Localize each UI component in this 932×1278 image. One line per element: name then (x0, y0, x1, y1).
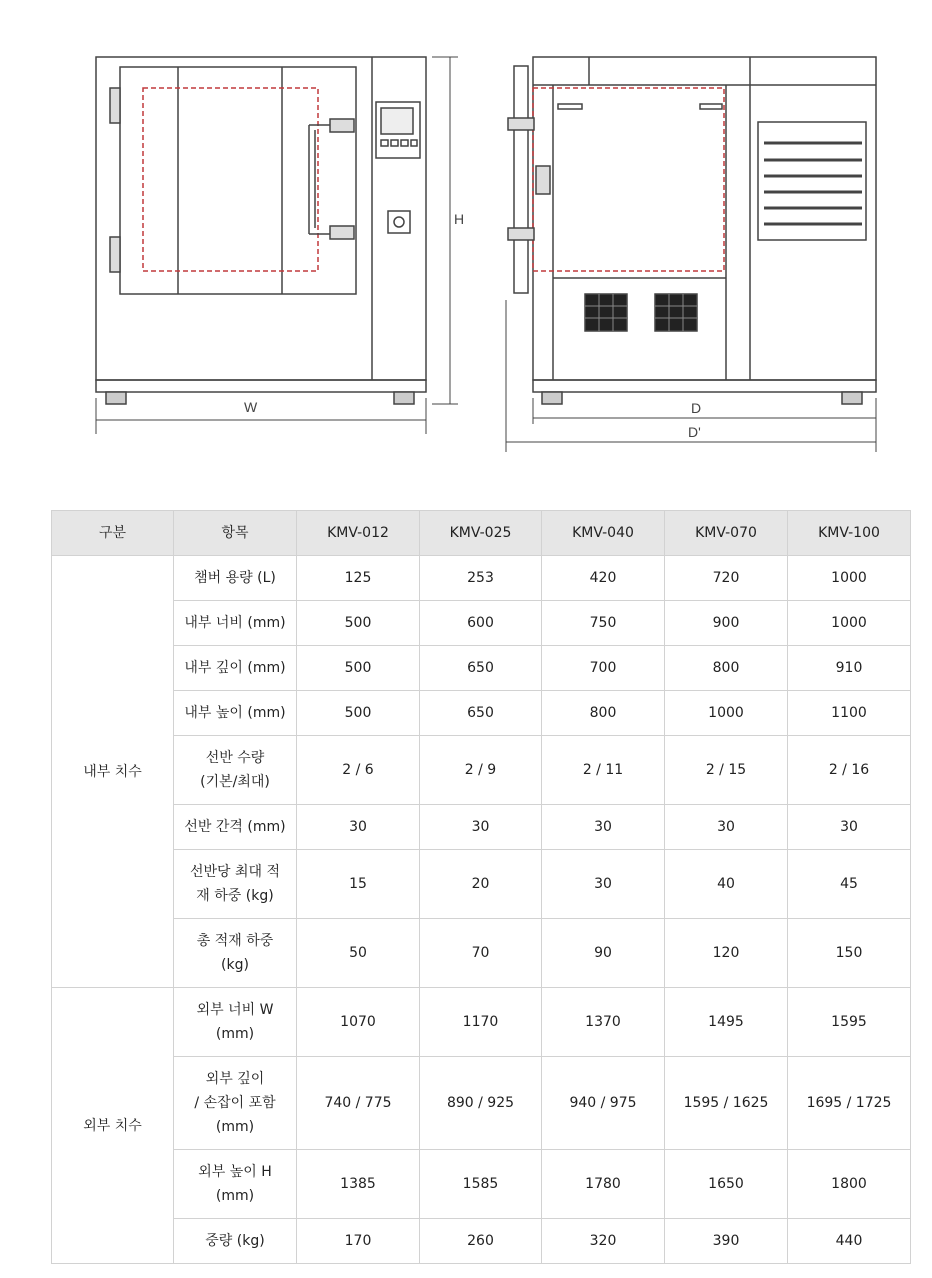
item-label: 총 적재 하중 (kg) (174, 919, 297, 988)
value-cell: 500 (297, 691, 420, 736)
depth-total-label: D' (688, 424, 701, 440)
header-model: KMV-100 (788, 511, 911, 556)
value-cell: 1495 (665, 988, 788, 1057)
table-row (52, 646, 911, 691)
side-view (506, 57, 876, 452)
value-cell: 2 / 6 (297, 736, 420, 805)
value-cell: 15 (297, 850, 420, 919)
item-label: 챔버 용량 (L) (174, 556, 297, 601)
value-cell: 1780 (542, 1150, 665, 1219)
table-row (52, 1057, 911, 1150)
item-label: 선반 수량 (기본/최대) (174, 736, 297, 805)
front-view (96, 57, 458, 434)
value-cell: 320 (542, 1219, 665, 1264)
value-cell: 120 (665, 919, 788, 988)
group-label: 외부 치수 (52, 988, 174, 1264)
value-cell: 1695 / 1725 (788, 1057, 911, 1150)
value-cell: 720 (665, 556, 788, 601)
item-label: 외부 너비 W (mm) (174, 988, 297, 1057)
value-cell: 940 / 975 (542, 1057, 665, 1150)
table-body (52, 556, 911, 1264)
value-cell: 170 (297, 1219, 420, 1264)
value-cell: 1385 (297, 1150, 420, 1219)
header-model: KMV-040 (542, 511, 665, 556)
value-cell: 750 (542, 601, 665, 646)
value-cell: 30 (542, 805, 665, 850)
value-cell: 440 (788, 1219, 911, 1264)
value-cell: 600 (420, 601, 542, 646)
value-cell: 1585 (420, 1150, 542, 1219)
item-label: 선반 간격 (mm) (174, 805, 297, 850)
value-cell: 900 (665, 601, 788, 646)
value-cell: 1000 (788, 556, 911, 601)
value-cell: 20 (420, 850, 542, 919)
value-cell: 700 (542, 646, 665, 691)
value-cell: 2 / 15 (665, 736, 788, 805)
table-row (52, 556, 911, 601)
value-cell: 260 (420, 1219, 542, 1264)
value-cell: 800 (542, 691, 665, 736)
value-cell: 800 (665, 646, 788, 691)
value-cell: 2 / 16 (788, 736, 911, 805)
value-cell: 1595 / 1625 (665, 1057, 788, 1150)
value-cell: 1650 (665, 1150, 788, 1219)
value-cell: 1800 (788, 1150, 911, 1219)
table-row (52, 850, 911, 919)
value-cell: 420 (542, 556, 665, 601)
value-cell: 650 (420, 646, 542, 691)
item-label: 외부 깊이 / 손잡이 포함 (mm) (174, 1057, 297, 1150)
value-cell: 1595 (788, 988, 911, 1057)
depth-label: D (691, 400, 702, 416)
value-cell: 150 (788, 919, 911, 988)
value-cell: 1100 (788, 691, 911, 736)
height-label: H (454, 211, 465, 227)
value-cell: 1000 (665, 691, 788, 736)
item-label: 중량 (kg) (174, 1219, 297, 1264)
value-cell: 30 (420, 805, 542, 850)
table-row (52, 805, 911, 850)
value-cell: 30 (788, 805, 911, 850)
item-label: 내부 높이 (mm) (174, 691, 297, 736)
value-cell: 650 (420, 691, 542, 736)
value-cell: 30 (542, 850, 665, 919)
header-category: 구분 (52, 511, 174, 556)
table-row (52, 1150, 911, 1219)
value-cell: 2 / 9 (420, 736, 542, 805)
table-row (52, 919, 911, 988)
table-row (52, 988, 911, 1057)
table-row (52, 691, 911, 736)
value-cell: 253 (420, 556, 542, 601)
table-header-row (52, 511, 911, 556)
value-cell: 890 / 925 (420, 1057, 542, 1150)
table-row (52, 601, 911, 646)
value-cell: 500 (297, 601, 420, 646)
item-label: 내부 깊이 (mm) (174, 646, 297, 691)
value-cell: 40 (665, 850, 788, 919)
header-model: KMV-070 (665, 511, 788, 556)
value-cell: 1000 (788, 601, 911, 646)
value-cell: 1370 (542, 988, 665, 1057)
value-cell: 90 (542, 919, 665, 988)
value-cell: 30 (665, 805, 788, 850)
chamber-dimension-drawing (0, 0, 932, 470)
value-cell: 500 (297, 646, 420, 691)
value-cell: 740 / 775 (297, 1057, 420, 1150)
spec-table (51, 510, 911, 1264)
value-cell: 910 (788, 646, 911, 691)
value-cell: 1070 (297, 988, 420, 1057)
value-cell: 1170 (420, 988, 542, 1057)
value-cell: 30 (297, 805, 420, 850)
value-cell: 2 / 11 (542, 736, 665, 805)
table-row (52, 736, 911, 805)
header-model: KMV-012 (297, 511, 420, 556)
value-cell: 70 (420, 919, 542, 988)
width-label: W (244, 399, 258, 415)
value-cell: 125 (297, 556, 420, 601)
header-model: KMV-025 (420, 511, 542, 556)
item-label: 외부 높이 H (mm) (174, 1150, 297, 1219)
value-cell: 390 (665, 1219, 788, 1264)
table-row (52, 1219, 911, 1264)
group-label: 내부 치수 (52, 556, 174, 988)
item-label: 내부 너비 (mm) (174, 601, 297, 646)
value-cell: 45 (788, 850, 911, 919)
item-label: 선반당 최대 적 재 하중 (kg) (174, 850, 297, 919)
value-cell: 50 (297, 919, 420, 988)
header-item: 항목 (174, 511, 297, 556)
